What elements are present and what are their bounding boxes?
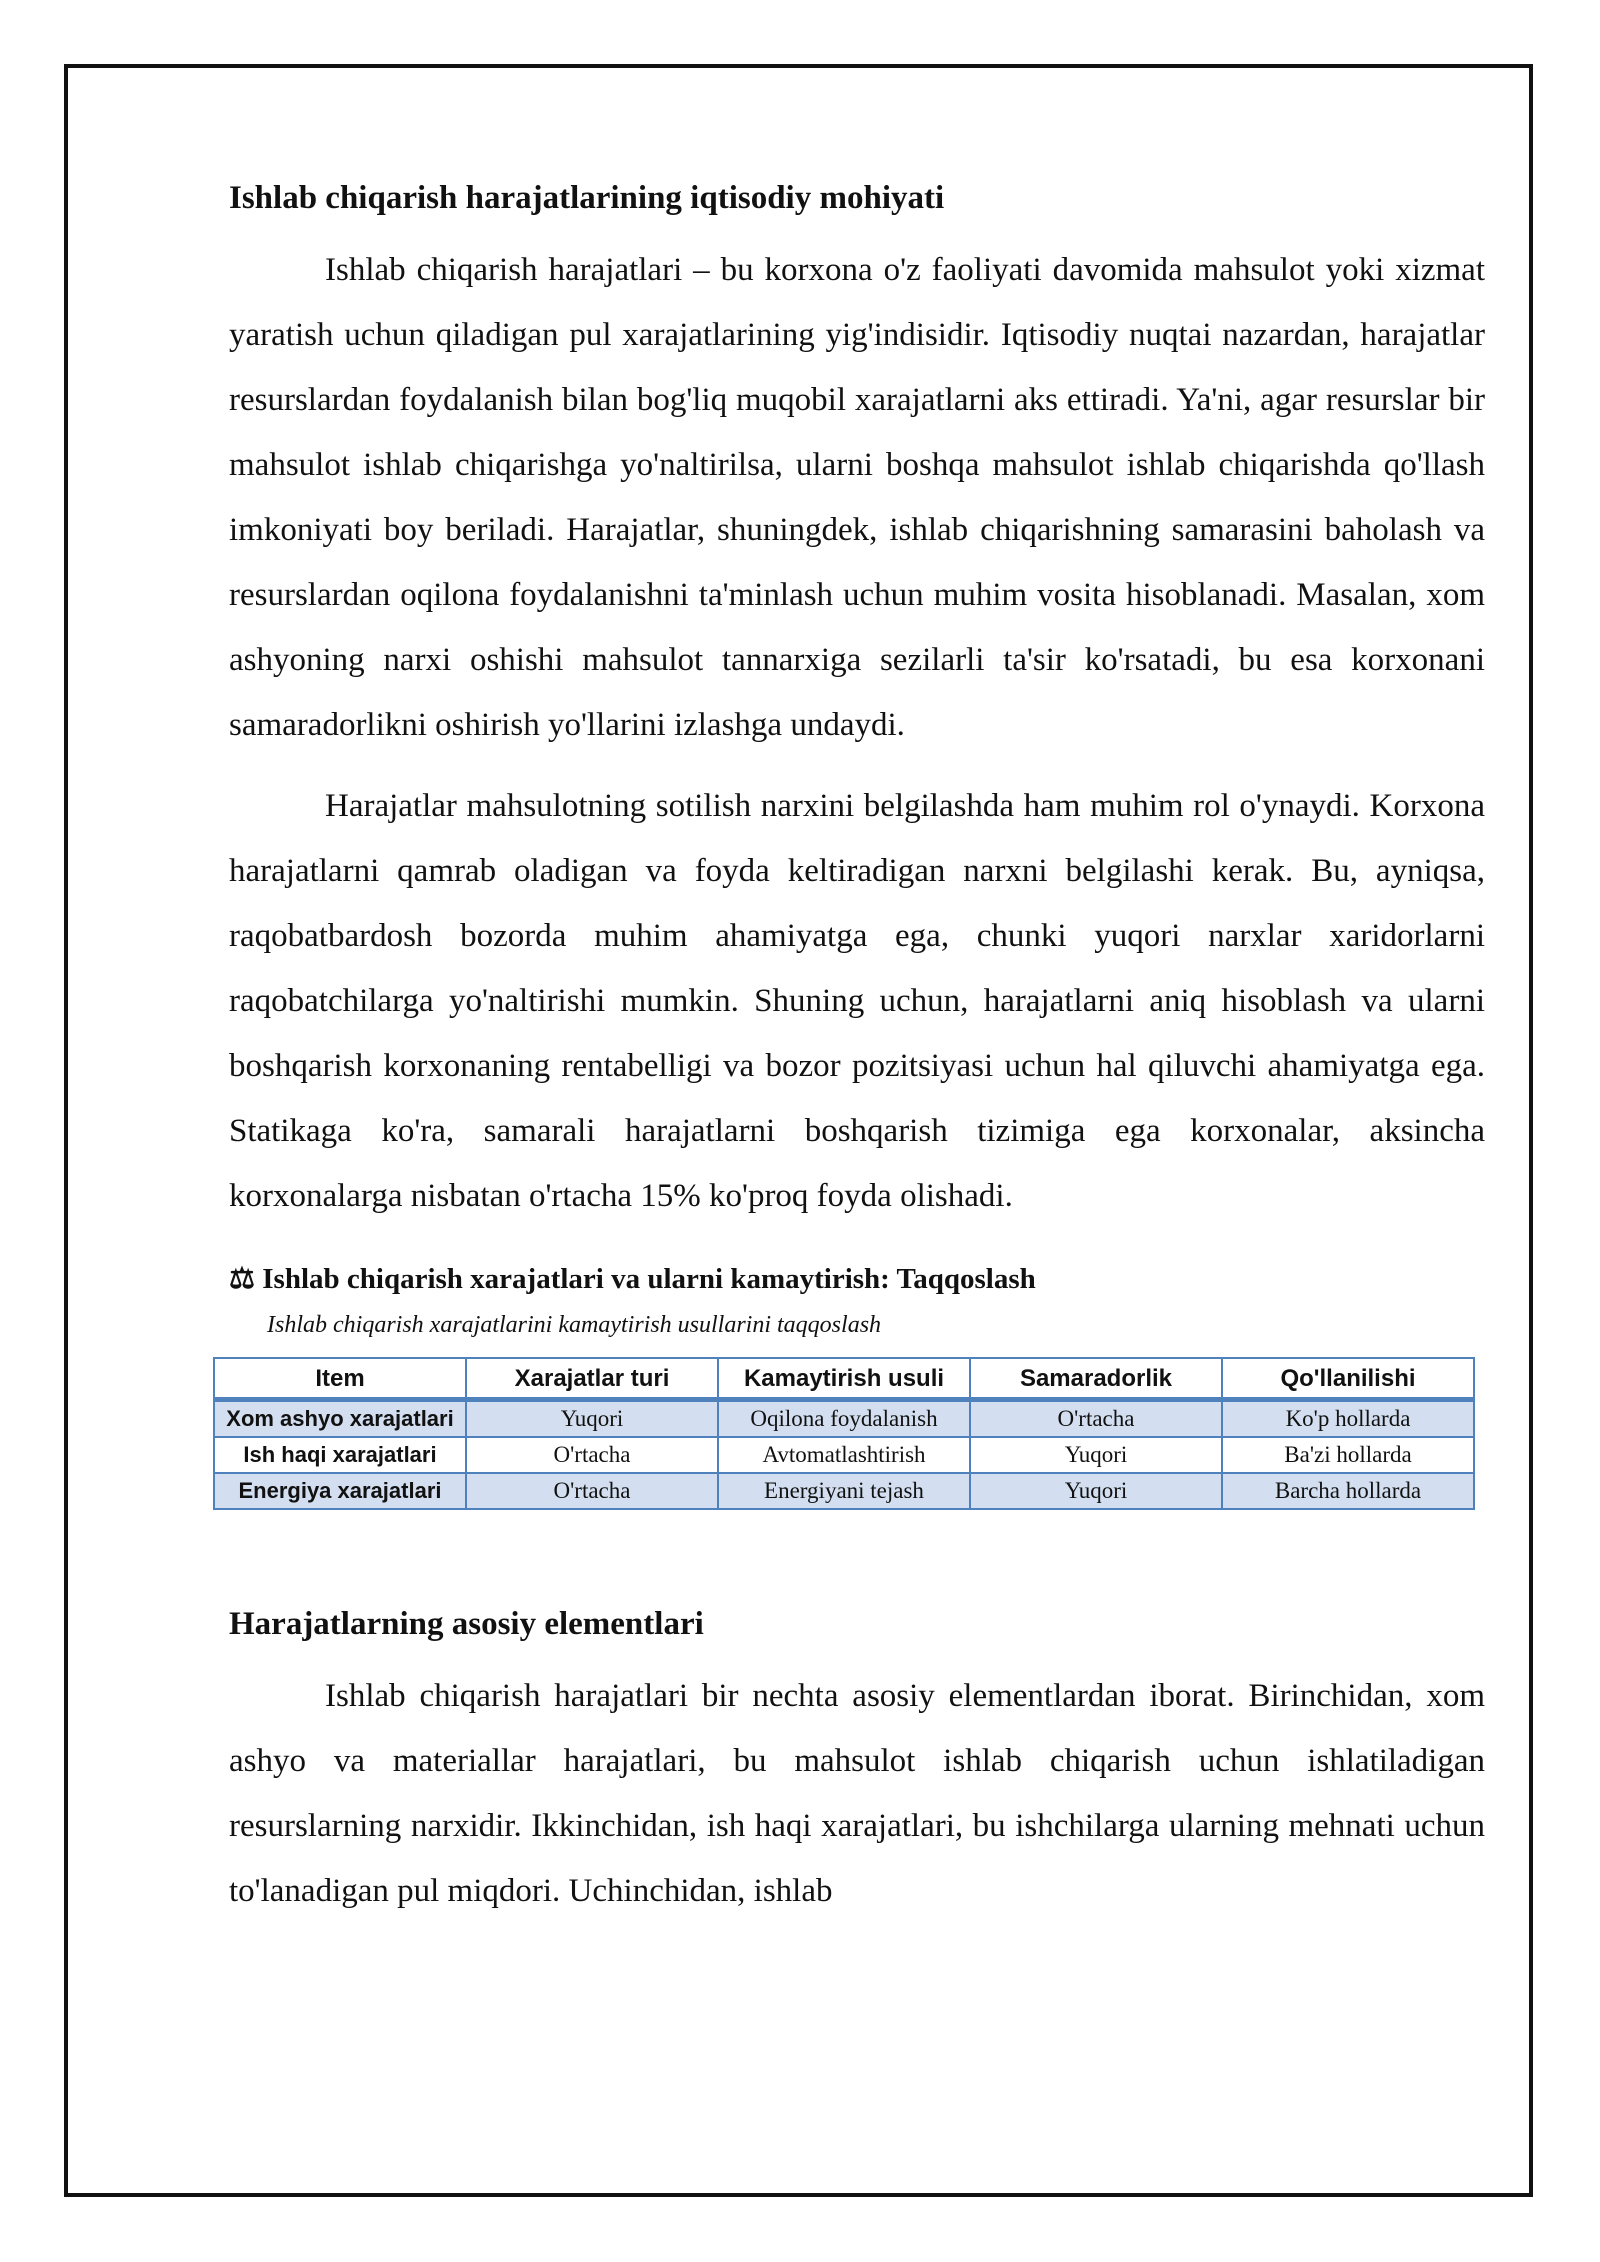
column-header-reduction-method: Kamaytirish usuli [718, 1358, 970, 1400]
table-cell: Energiya xarajatlari [214, 1473, 466, 1509]
table-cell: Yuqori [466, 1400, 718, 1438]
column-header-efficiency: Samaradorlik [970, 1358, 1222, 1400]
document-content [226, 170, 1485, 1940]
table-caption: Ishlab chiqarish xarajatlarini kamaytirish usullarini taqqoslash [267, 1312, 882, 1338]
table-header-row [214, 1358, 1474, 1400]
section-basic-elements [229, 1596, 1485, 1924]
section-title-basic-elements: Harajatlarning asosiy elementlari [229, 1606, 704, 1642]
comparison-table [213, 1357, 1475, 1510]
column-header-item: Item [214, 1358, 466, 1400]
table-row [214, 1400, 1474, 1438]
table-cell: Yuqori [970, 1437, 1222, 1473]
table-cell: Barcha hollarda [1222, 1473, 1474, 1509]
table-cell: Ba'zi hollarda [1222, 1437, 1474, 1473]
table-cell: Yuqori [970, 1473, 1222, 1509]
column-header-cost-type: Xarajatlar turi [466, 1358, 718, 1400]
paragraph-1: Ishlab chiqarish harajatlari – bu korxona o'z faoliyati davomida mahsulot yoki xizmat yaratish uchun qiladigan pul xarajatlarining yig'indisidir. Iqtisodiy nuqtai nazardan, harajatlar resurslardan foydalanish bilan bog'liq muqobil xarajatlarni aks ettiradi. Ya'ni, agar resurslar bir mahsulot ishlab chiqarishga yo'naltirilsa, ularni boshqa mahsulot ishlab chiqarishda qo'llash imkoniyati boy beriladi. Harajatlar, shuningdek, ishlab chiqarishning samarasini baholash va resurslardan oqilona foydalanishni ta'minlash uchun muhim vosita hisoblanadi. Masalan, xom ashyoning narxi oshishi mahsulot tannarxiga sezilarli ta'sir ko'rsatadi, bu esa korxonani samaradorlikni oshirish yo'llarini izlashga undaydi. [229, 252, 1485, 743]
table-cell: O'rtacha [466, 1473, 718, 1509]
paragraph-2: Harajatlar mahsulotning sotilish narxini belgilashda ham muhim rol o'ynaydi. Korxona harajatlarni qamrab oladigan va foyda keltiradigan narxni belgilashi kerak. Bu, ayniqsa, raqobatbardosh bozorda muhim ahamiyatga ega, chunki yuqori narxlar xaridorlarni raqobatchilarga yo'naltirishi mumkin. Shuning uchun, harajatlarni aniq hisoblash va ularni boshqarish korxonaning rentabelligi va bozor pozitsiyasi uchun hal qiluvchi ahamiyatga ega. Statikaga ko'ra, samarali harajatlarni boshqarish tizimiga ega korxonalar, aksincha korxonalarga nisbatan o'rtacha 15% ko'proq foyda olishadi. [229, 788, 1485, 1214]
section-title-economic-essence: Ishlab chiqarish harajatlarining iqtisodiy mohiyati [229, 180, 945, 216]
table-cell: Avtomatlashtirish [718, 1437, 970, 1473]
table-cell: Xom ashyo xarajatlari [214, 1400, 466, 1438]
table-cell: O'rtacha [970, 1400, 1222, 1438]
paragraph-3: Ishlab chiqarish harajatlari bir nechta asosiy elementlardan iborat. Birinchidan, xom ashyo va materiallar harajatlari, bu mahsulot ishlab chiqarish uchun ishlatiladigan resurslarning narxidir. Ikkinchidan, ish haqi xarajatlari, bu ishchilarga ularning mehnati uchun to'lanadigan pul miqdori. Uchinchidan, ishlab [229, 1678, 1485, 1909]
column-header-application: Qo'llanilishi [1222, 1358, 1474, 1400]
table-cell: Energiyani tejash [718, 1473, 970, 1509]
table-cell: O'rtacha [466, 1437, 718, 1473]
table-cell: Oqilona foydalanish [718, 1400, 970, 1438]
table-cell: Ko'p hollarda [1222, 1400, 1474, 1438]
table-row [214, 1437, 1474, 1473]
table-cell: Ish haqi xarajatlari [214, 1437, 466, 1473]
table-heading: ⚖ Ishlab chiqarish xarajatlari va ularni kamaytirish: Taqqoslash [229, 1263, 1036, 1295]
table-row [214, 1473, 1474, 1509]
